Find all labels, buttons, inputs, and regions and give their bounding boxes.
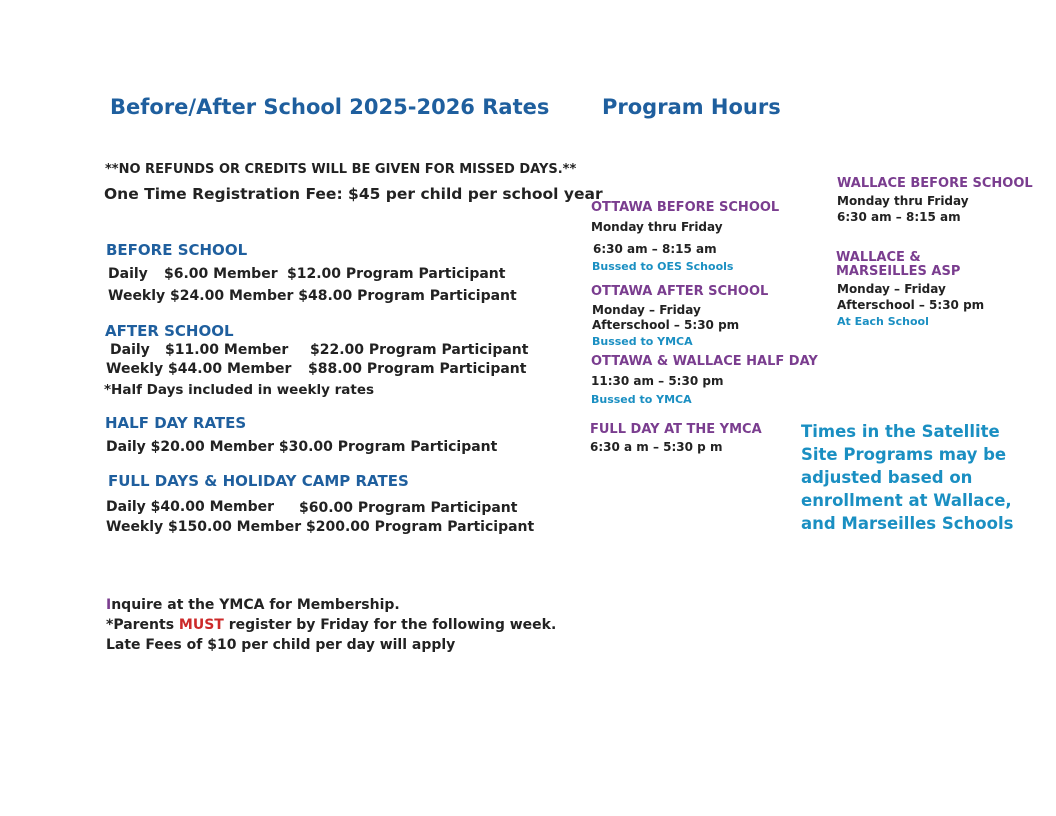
before-school-daily-participant: $12.00 Program Participant bbox=[287, 266, 506, 282]
ottawa-before-days: Monday thru Friday bbox=[591, 220, 723, 234]
wallace-marseilles-note: At Each School bbox=[837, 315, 929, 328]
satellite-times-note: Times in the Satellite Site Programs may be adjusted based on enrollment at Wallace, and Marseilles Schools bbox=[801, 422, 1014, 533]
half-day-daily: Daily $20.00 Member $30.00 Program Participant bbox=[106, 439, 498, 455]
wallace-before-heading: WALLACE BEFORE SCHOOL bbox=[837, 176, 1033, 191]
ottawa-before-note: Bussed to OES Schools bbox=[592, 260, 734, 273]
wallace-before-time: 6:30 am – 8:15 am bbox=[837, 210, 961, 224]
after-school-heading: AFTER SCHOOL bbox=[105, 322, 234, 340]
wallace-marseilles-days: Monday – Friday bbox=[837, 282, 946, 296]
after-school-daily-participant: $22.00 Program Participant bbox=[310, 342, 529, 358]
parents-pre: *Parents bbox=[106, 617, 179, 633]
ottawa-before-heading: OTTAWA BEFORE SCHOOL bbox=[591, 200, 780, 215]
wallace-marseilles-time: Afterschool – 5:30 pm bbox=[837, 298, 985, 312]
parents-post: register by Friday for the following week. bbox=[223, 617, 557, 633]
late-fees-notice: Late Fees of $10 per child per day will apply bbox=[106, 637, 456, 653]
parents-must: MUST bbox=[178, 617, 224, 633]
full-days-daily-member: Daily $40.00 Member bbox=[106, 499, 274, 515]
before-school-heading: BEFORE SCHOOL bbox=[106, 241, 248, 259]
half-days-note: *Half Days included in weekly rates bbox=[104, 382, 375, 398]
inquire-rest: nquire at the YMCA for Membership. bbox=[111, 597, 400, 613]
after-school-daily-member: $11.00 Member bbox=[165, 342, 289, 358]
half-day-heading: HALF DAY RATES bbox=[105, 414, 247, 432]
parents-register-notice bbox=[106, 617, 556, 633]
ottawa-wallace-half-note: Bussed to YMCA bbox=[591, 393, 692, 406]
full-days-daily-participant: $60.00 Program Participant bbox=[299, 500, 518, 516]
ottawa-after-days: Monday – Friday bbox=[592, 303, 701, 317]
after-school-daily-label: Daily bbox=[110, 342, 150, 358]
wallace-before-days: Monday thru Friday bbox=[837, 194, 969, 208]
no-refunds-notice: **NO REFUNDS OR CREDITS WILL BE GIVEN FOR MISSED DAYS.** bbox=[105, 162, 577, 177]
before-school-weekly: Weekly $24.00 Member $48.00 Program Participant bbox=[108, 288, 517, 304]
ottawa-after-note: Bussed to YMCA bbox=[592, 335, 693, 348]
program-hours-title: Program Hours bbox=[602, 95, 781, 119]
ottawa-wallace-half-heading: OTTAWA & WALLACE HALF DAY bbox=[591, 354, 818, 369]
after-school-weekly-participant: $88.00 Program Participant bbox=[308, 361, 527, 377]
full-days-weekly: Weekly $150.00 Member $200.00 Program Participant bbox=[106, 519, 535, 535]
wallace-marseilles-heading-line2: MARSEILLES ASP bbox=[836, 264, 961, 279]
ottawa-after-time: Afterschool – 5:30 pm bbox=[592, 318, 740, 332]
full-day-ymca-heading: FULL DAY AT THE YMCA bbox=[590, 422, 762, 437]
before-school-daily-label: Daily bbox=[108, 266, 148, 282]
rates-title: Before/After School 2025-2026 Rates bbox=[110, 95, 550, 119]
inquire-membership bbox=[106, 597, 400, 613]
full-days-heading: FULL DAYS & HOLIDAY CAMP RATES bbox=[108, 472, 409, 490]
wallace-marseilles-heading-line1: WALLACE & bbox=[836, 250, 921, 265]
full-day-ymca-time: 6:30 a m – 5:30 p m bbox=[590, 440, 723, 454]
ottawa-after-heading: OTTAWA AFTER SCHOOL bbox=[591, 284, 769, 299]
ottawa-wallace-half-time: 11:30 am – 5:30 pm bbox=[591, 374, 724, 388]
registration-fee: One Time Registration Fee: $45 per child per school year bbox=[104, 185, 603, 203]
after-school-weekly-member: Weekly $44.00 Member bbox=[106, 361, 292, 377]
ottawa-before-time: 6:30 am – 8:15 am bbox=[593, 242, 717, 256]
before-school-daily-member: $6.00 Member bbox=[164, 266, 278, 282]
inquire-initial: I bbox=[106, 597, 112, 613]
